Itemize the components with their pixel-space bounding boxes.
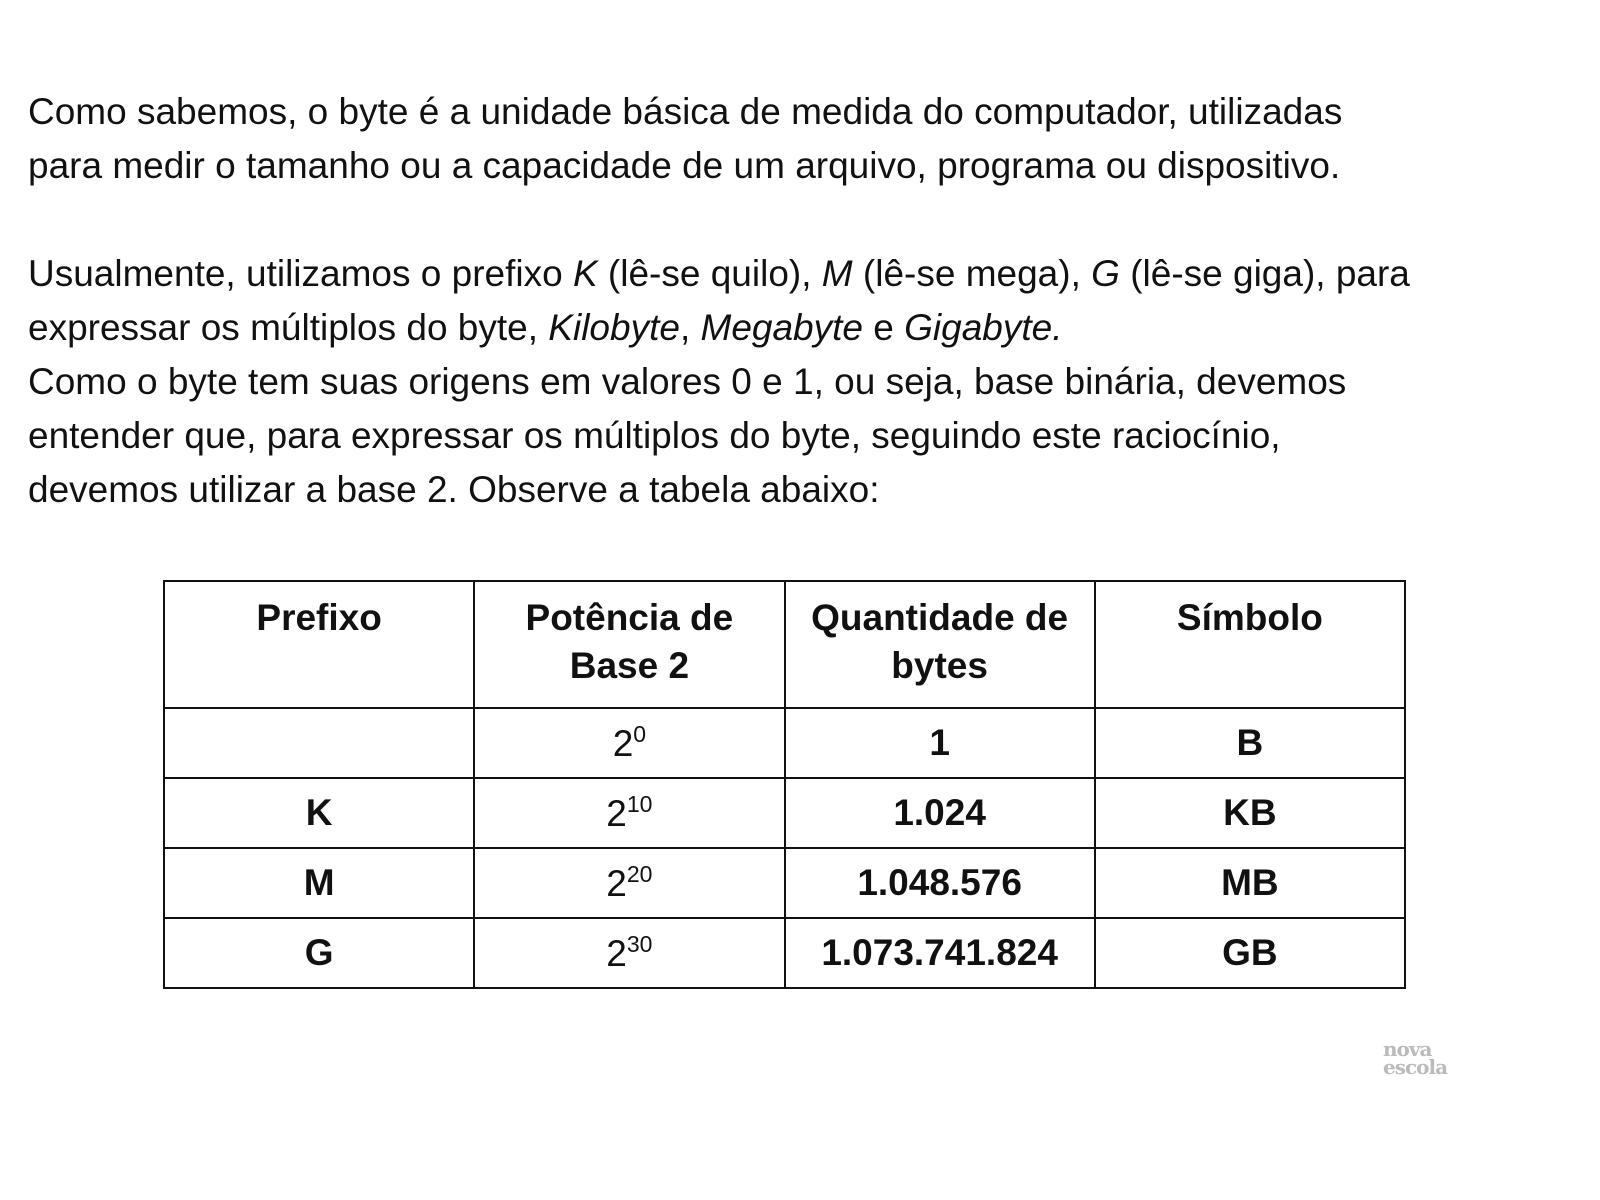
paragraph2-line4: entender que, para expressar os múltiplos do byte, seguindo este raciocínio, <box>28 415 1281 456</box>
table-row <box>164 778 1405 848</box>
cell-symbol: B <box>1095 708 1405 778</box>
paragraph1-line1: Como sabemos, o byte é a unidade básica de medida do computador, utilizadas <box>28 91 1343 132</box>
paragraph1-line2: para medir o tamanho ou a capacidade de um arquivo, programa ou dispositivo. <box>28 145 1341 186</box>
text: (lê-se giga), para <box>1119 253 1410 294</box>
text: expressar os múltiplos do byte, <box>28 307 549 348</box>
table-header-row <box>164 581 1405 708</box>
cell-bytes: 1 <box>785 708 1095 778</box>
prefix-k: K <box>572 253 598 294</box>
text: , <box>679 307 701 348</box>
text: (lê-se mega), <box>852 253 1092 294</box>
logo-line2: escola <box>1383 1055 1448 1079</box>
exponent: 30 <box>626 931 653 957</box>
exponent: 10 <box>626 791 653 817</box>
cell-bytes: 1.048.576 <box>785 848 1095 918</box>
base: 2 <box>612 723 634 764</box>
kilobyte: Kilobyte <box>548 307 680 348</box>
text: (lê-se quilo), <box>597 253 822 294</box>
header-symbol: Símbolo <box>1095 581 1405 708</box>
cell-prefix: G <box>164 918 474 988</box>
byte-multiples-table <box>163 580 1406 989</box>
nova-escola-logo <box>1383 1037 1448 1079</box>
megabyte: Megabyte <box>700 307 863 348</box>
cell-prefix <box>164 708 474 778</box>
text: e <box>863 307 905 348</box>
cell-power <box>474 848 784 918</box>
prefix-g: G <box>1091 253 1120 294</box>
paragraph2-line2 <box>28 301 1063 355</box>
cell-symbol: MB <box>1095 848 1405 918</box>
table-row <box>164 708 1405 778</box>
paragraph2-line3: Como o byte tem suas origens em valores 0 e 1, ou seja, base binária, devemos <box>28 361 1347 402</box>
gigabyte: Gigabyte. <box>904 307 1063 348</box>
cell-symbol: KB <box>1095 778 1405 848</box>
text: Usualmente, utilizamos o prefixo <box>28 253 573 294</box>
header-power: Potência de Base 2 <box>474 581 784 708</box>
exponent: 0 <box>633 721 647 747</box>
paragraph2-line1 <box>28 247 1410 301</box>
cell-prefix: K <box>164 778 474 848</box>
cell-symbol: GB <box>1095 918 1405 988</box>
table-row <box>164 918 1405 988</box>
cell-bytes: 1.073.741.824 <box>785 918 1095 988</box>
prefix-m: M <box>821 253 853 294</box>
cell-power <box>474 708 784 778</box>
paragraph2-line5: devemos utilizar a base 2. Observe a tabela abaixo: <box>28 469 880 510</box>
base: 2 <box>606 793 627 834</box>
logo-line1: nova <box>1383 1037 1432 1061</box>
base: 2 <box>606 863 627 904</box>
exponent: 20 <box>626 861 653 887</box>
cell-power <box>474 778 784 848</box>
cell-prefix: M <box>164 848 474 918</box>
header-quantity: Quantidade de bytes <box>785 581 1095 708</box>
header-prefix: Prefixo <box>164 581 474 708</box>
table-row <box>164 848 1405 918</box>
base: 2 <box>606 933 627 974</box>
cell-bytes: 1.024 <box>785 778 1095 848</box>
cell-power <box>474 918 784 988</box>
